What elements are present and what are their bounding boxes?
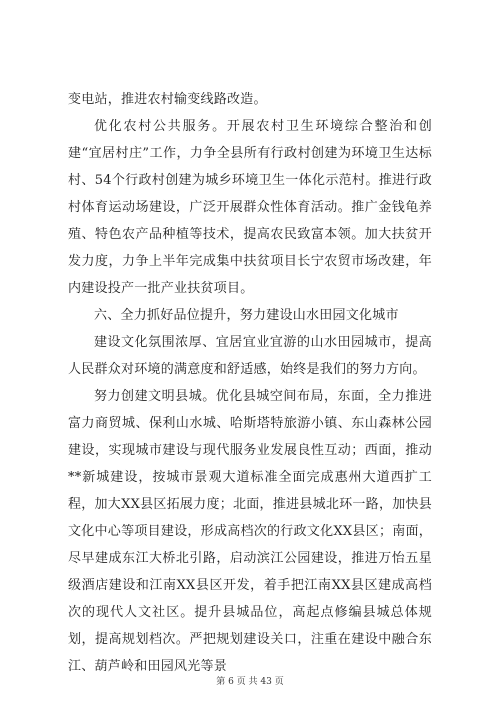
page-number-footer: 第 6 页 共 43 页: [216, 677, 284, 687]
paragraph-city-goal: 建设文化氛围浓厚、宜居宜业宜游的山水田园城市，提高人民群众对环境的满意度和舒适感，始终是我们的努力方向。: [68, 335, 432, 377]
paragraph-civilized-county: 努力创建文明县城。优化县城空间布局，东面，全力推进富力商贸城、保利山水城、哈斯塔特旅游小镇、东山森林公园建设，实现城市建设与现代服务业发展良性互动；西面，推动**新城建设，按城市景观大道标准全面完成惠州大道西扩工程，加大XX县区拓展力度；北面，推进县城北环一路，加快县文化中心等项目建设，形成高档次的行政文化XX县区；南面，尽早建成东江大桥北引路，启动滨江公园建设，推进万怡五星级酒店建设和江南XX县区开发，着手把江南XX县区建成高档次的现代人文社区。提升县城品位，高起点修编县城总体规划，提高规划档次。严把规划建设关口，注重在建设中融合东江、葫芦岭和田园风光等景: [68, 389, 432, 674]
document-body: [68, 86, 432, 680]
paragraph-rural-public-services: 优化农村公共服务。开展农村卫生环境综合整治和创建“宜居村庄”工作，力争全县所有行政村创建为环境卫生达标村、54个行政村创建为城乡环境卫生一体化示范村。推进行政村体育运动场建设，广泛开展群众性体育活动。推广金钱龟养殖、特色农产品种植等技术，提高农民致富本领。加大扶贫开发力度，力争上半年完成集中扶贫项目长宁农贸市场改建，年内建设投产一批产业扶贫项目。: [68, 119, 432, 296]
paragraph-continuation: 变电站，推进农村输变线路改造。: [68, 92, 267, 107]
section-heading: 六、全力抓好品位提升，努力建设山水田园文化城市: [94, 308, 399, 323]
